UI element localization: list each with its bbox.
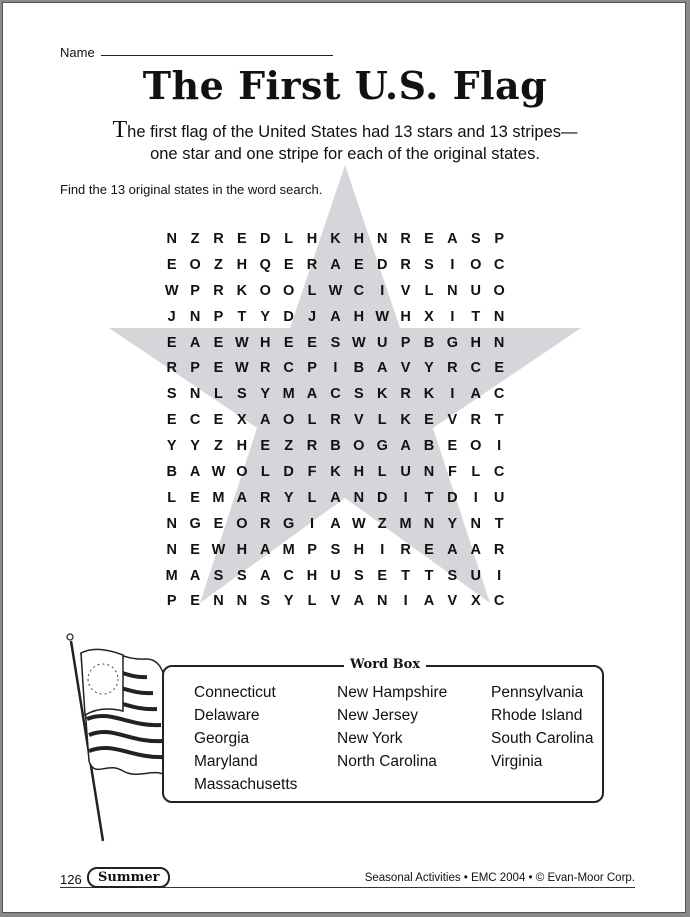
grid-cell[interactable]: O [259, 282, 271, 299]
grid-cell[interactable]: A [306, 386, 318, 403]
grid-cell[interactable]: Y [447, 515, 458, 532]
grid-cell[interactable]: Q [259, 256, 271, 273]
grid-cell[interactable]: N [493, 334, 505, 351]
grid-cell[interactable]: A [189, 567, 201, 584]
grid-cell[interactable]: R [306, 438, 318, 455]
grid-cell[interactable]: T [494, 515, 504, 532]
grid-cell[interactable]: A [260, 567, 271, 584]
grid-cell[interactable]: O [283, 282, 295, 299]
grid-cell[interactable]: A [189, 464, 201, 481]
grid-cell[interactable]: P [190, 282, 200, 299]
name-line[interactable] [101, 55, 333, 56]
intro-line-1 [3, 119, 686, 143]
grid-cell[interactable]: E [213, 412, 224, 429]
instruction-text: Find the 13 original states in the word search. [60, 182, 323, 197]
word-item: North Carolina [337, 753, 437, 770]
grid-cell[interactable]: R [213, 282, 224, 299]
grid-cell[interactable]: F [447, 464, 457, 481]
grid-cell[interactable]: L [307, 412, 317, 429]
grid-cell[interactable]: O [470, 438, 482, 455]
grid-cell[interactable]: P [213, 308, 224, 325]
grid-cell[interactable]: X [470, 593, 481, 610]
grid-cell[interactable]: H [236, 541, 248, 558]
grid-cell[interactable]: L [471, 464, 481, 481]
grid-cell[interactable]: E [494, 360, 504, 377]
grid-cell[interactable]: N [376, 593, 388, 610]
grid-cell[interactable]: C [493, 256, 505, 273]
grid-cell[interactable]: E [213, 360, 224, 377]
grid-cell[interactable]: I [473, 489, 478, 506]
page-number: 126 [60, 872, 82, 887]
grid-cell[interactable]: K [330, 231, 341, 247]
grid-cell[interactable]: R [493, 541, 505, 558]
grid-cell[interactable]: E [260, 438, 271, 455]
grid-cell[interactable]: S [237, 386, 247, 403]
word-box-column-1 [194, 681, 297, 796]
grid-cell[interactable]: S [213, 567, 224, 584]
grid-cell[interactable]: I [450, 256, 455, 273]
grid-cell[interactable]: R [400, 541, 411, 558]
word-box-column-3 [491, 681, 594, 773]
word-box-title: Word Box [344, 657, 426, 672]
grid-cell[interactable]: L [377, 412, 387, 429]
grid-cell[interactable]: B [423, 438, 435, 455]
word-item: New Jersey [337, 707, 418, 724]
grid-cell[interactable]: N [447, 282, 458, 299]
grid-cell[interactable]: S [353, 386, 364, 403]
grid-cell[interactable]: D [260, 231, 271, 247]
grid-cell[interactable]: U [400, 464, 411, 481]
grid-cell[interactable]: E [166, 256, 177, 273]
grid-cell[interactable]: R [260, 360, 271, 377]
grid-cell[interactable]: U [330, 567, 341, 584]
grid-cell[interactable]: X [237, 412, 247, 429]
grid-cell[interactable]: M [282, 541, 295, 558]
grid-cell[interactable]: W [235, 334, 249, 351]
grid-cell[interactable]: W [351, 334, 366, 351]
grid-cell[interactable]: Z [190, 231, 200, 247]
grid-cell[interactable]: A [447, 231, 458, 247]
grid-cell[interactable]: O [236, 515, 248, 532]
section-badge: Summer [87, 867, 170, 888]
grid-cell[interactable]: Z [377, 515, 387, 532]
grid-cell[interactable]: C [353, 282, 365, 299]
grid-cell[interactable]: U [376, 334, 388, 351]
grid-cell[interactable]: C [470, 360, 482, 377]
grid-cell[interactable]: J [308, 308, 317, 325]
grid-cell[interactable]: R [400, 386, 411, 403]
grid-cell[interactable]: L [284, 231, 294, 247]
word-item: New York [337, 730, 403, 747]
grid-cell[interactable]: O [236, 464, 248, 481]
grid-cell[interactable]: P [307, 360, 317, 377]
grid-cell[interactable]: A [376, 360, 388, 377]
grid-cell[interactable]: S [447, 567, 458, 584]
grid-cell[interactable]: H [353, 541, 365, 558]
grid-cell[interactable]: R [166, 360, 177, 377]
grid-cell[interactable]: V [353, 412, 364, 429]
word-item: Delaware [194, 707, 260, 724]
grid-cell[interactable]: H [306, 231, 318, 247]
grid-cell[interactable]: I [380, 541, 385, 558]
word-item: Connecticut [194, 684, 276, 701]
grid-cell[interactable]: A [330, 515, 341, 532]
intro-line-1-text: he first flag of the United States had 13 stars and 13 stripes— [127, 123, 578, 141]
grid-cell[interactable]: K [400, 412, 411, 429]
grid-cell[interactable]: M [282, 386, 295, 403]
grid-cell[interactable]: E [190, 489, 200, 506]
grid-cell[interactable]: W [211, 464, 226, 481]
grid-cell[interactable]: I [403, 489, 408, 506]
grid-cell[interactable]: F [307, 464, 317, 481]
grid-cell[interactable]: K [236, 282, 248, 299]
grid-cell[interactable]: B [423, 334, 435, 351]
grid-cell[interactable]: H [353, 308, 365, 325]
name-label: Name [60, 45, 95, 60]
grid-cell[interactable]: W [328, 282, 343, 299]
grid-cell[interactable]: I [403, 593, 408, 610]
grid-cell[interactable]: K [423, 386, 435, 403]
grid-cell[interactable]: L [424, 282, 434, 299]
grid-cell[interactable]: E [424, 541, 434, 558]
grid-cell[interactable]: L [307, 489, 317, 506]
grid-cell[interactable]: S [353, 567, 364, 584]
page-title: The First U.S. Flag [142, 63, 548, 108]
word-item: Maryland [194, 753, 258, 770]
grid-cell[interactable]: L [167, 489, 177, 506]
grid-cell[interactable]: X [424, 308, 434, 325]
grid-cell[interactable]: H [260, 334, 271, 351]
grid-cell[interactable]: S [260, 593, 271, 610]
grid-cell[interactable]: T [494, 412, 504, 429]
grid-cell[interactable]: E [190, 541, 200, 558]
grid-cell[interactable]: T [237, 308, 247, 325]
grid-cell[interactable]: S [470, 231, 481, 247]
grid-cell[interactable]: N [353, 489, 365, 506]
intro-line-2: one star and one stripe for each of the original states. [150, 145, 540, 163]
grid-cell[interactable]: C [330, 386, 341, 403]
grid-cell[interactable]: R [213, 231, 224, 247]
grid-cell[interactable]: T [471, 308, 481, 325]
grid-cell[interactable]: P [190, 360, 200, 377]
grid-cell[interactable]: J [167, 308, 176, 325]
grid-cell[interactable]: H [306, 567, 318, 584]
word-item: Pennsylvania [491, 684, 584, 701]
grid-cell[interactable]: N [493, 308, 505, 325]
grid-cell[interactable]: L [307, 282, 317, 299]
grid-cell[interactable]: Y [260, 386, 271, 403]
grid-cell[interactable]: P [400, 334, 411, 351]
grid-cell[interactable]: P [494, 231, 504, 247]
grid-cell[interactable]: H [236, 256, 248, 273]
grid-cell[interactable]: O [283, 412, 295, 429]
grid-cell[interactable]: O [189, 256, 201, 273]
grid-cell[interactable]: Y [190, 438, 200, 455]
word-search-grid [160, 227, 511, 615]
grid-cell[interactable]: G [376, 438, 388, 455]
grid-cell[interactable]: M [399, 515, 412, 532]
word-item: South Carolina [491, 730, 594, 747]
grid-cell[interactable]: S [166, 386, 177, 403]
grid-cell[interactable]: E [166, 412, 177, 429]
grid-cell[interactable]: C [283, 360, 294, 377]
word-item: New Hampshire [337, 684, 448, 701]
grid-cell[interactable]: C [283, 567, 294, 584]
grid-cell[interactable]: T [424, 489, 434, 506]
grid-cell[interactable]: R [306, 256, 318, 273]
grid-cell[interactable]: G [283, 515, 295, 532]
grid-cell[interactable]: E [424, 231, 434, 247]
grid-cell[interactable]: N [189, 386, 201, 403]
grid-cell[interactable]: V [447, 593, 458, 610]
grid-cell[interactable]: E [447, 438, 458, 455]
grid-cell[interactable]: Y [260, 308, 271, 325]
intro-paragraph [3, 119, 686, 165]
grid-cell[interactable]: A [260, 412, 271, 429]
grid-cell[interactable]: T [401, 567, 411, 584]
grid-cell[interactable]: S [330, 334, 341, 351]
grid-cell[interactable]: R [330, 412, 341, 429]
grid-cell[interactable]: N [166, 231, 177, 247]
grid-cell[interactable]: B [353, 360, 365, 377]
grid-cell[interactable]: L [260, 464, 270, 481]
grid-cell[interactable]: R [447, 360, 458, 377]
grid-cell[interactable]: L [377, 464, 387, 481]
grid-cell[interactable]: E [213, 334, 224, 351]
grid-cell[interactable]: N [166, 541, 177, 558]
grid-cell[interactable]: V [400, 282, 411, 299]
grid-cell[interactable]: R [470, 412, 482, 429]
grid-cell[interactable]: A [423, 593, 435, 610]
grid-cell[interactable]: A [236, 489, 248, 506]
grid-cell[interactable]: U [493, 489, 505, 506]
grid-cell[interactable]: C [493, 386, 505, 403]
grid-cell[interactable]: D [376, 256, 388, 273]
grid-cell[interactable]: L [214, 386, 223, 403]
worksheet-page [2, 2, 686, 913]
grid-cell[interactable]: W [211, 541, 226, 558]
grid-cell[interactable]: I [310, 515, 315, 532]
grid-cell[interactable]: I [450, 386, 455, 403]
word-box-column-2 [337, 681, 447, 773]
grid-cell[interactable]: N [470, 515, 482, 532]
grid-cell[interactable]: S [237, 567, 247, 584]
word-item: Georgia [194, 730, 250, 747]
grid-cell[interactable]: S [424, 256, 434, 273]
grid-cell[interactable]: B [330, 438, 341, 455]
grid-cell[interactable]: Z [284, 438, 294, 455]
grid-cell[interactable]: Z [214, 438, 223, 455]
grid-cell[interactable]: W [351, 515, 366, 532]
grid-cell[interactable]: A [447, 541, 458, 558]
grid-cell[interactable]: K [376, 386, 388, 403]
grid-cell[interactable]: N [376, 231, 388, 247]
word-box [162, 657, 604, 803]
grid-cell[interactable]: C [493, 464, 505, 481]
grid-cell[interactable]: N [166, 515, 177, 532]
grid-cell[interactable]: Y [283, 593, 294, 610]
grid-cell[interactable]: E [377, 567, 388, 584]
grid-cell[interactable]: A [330, 489, 341, 506]
grid-cell[interactable]: D [283, 308, 294, 325]
grid-cell[interactable]: D [376, 489, 388, 506]
grid-cell[interactable]: A [260, 541, 271, 558]
word-item: Virginia [491, 753, 543, 770]
grid-cell[interactable]: I [497, 567, 502, 584]
grid-cell[interactable]: E [353, 256, 364, 273]
grid-cell[interactable]: D [447, 489, 458, 506]
grid-cell[interactable]: E [166, 334, 177, 351]
grid-cell[interactable]: A [330, 308, 341, 325]
grid-cell[interactable]: C [189, 412, 201, 429]
grid-cell[interactable]: W [375, 308, 390, 325]
grid-cell[interactable]: M [212, 489, 225, 506]
grid-cell[interactable]: O [353, 438, 365, 455]
grid-cell[interactable]: D [283, 464, 294, 481]
grid-cell[interactable]: A [330, 256, 341, 273]
grid-cell[interactable]: B [166, 464, 177, 481]
grid-cell[interactable]: R [260, 489, 271, 506]
grid-cell[interactable]: A [400, 438, 411, 455]
grid-cell[interactable]: H [400, 308, 411, 325]
grid-cell[interactable]: H [353, 464, 365, 481]
grid-cell[interactable]: Y [283, 489, 294, 506]
grid-cell[interactable]: I [333, 360, 338, 377]
grid-cell[interactable]: R [260, 515, 271, 532]
grid-cell[interactable]: N [236, 593, 248, 610]
flag-illustration [63, 631, 173, 846]
grid-cell[interactable]: E [237, 231, 247, 247]
grid-cell[interactable]: A [189, 334, 201, 351]
grid-cell[interactable]: A [470, 541, 482, 558]
grid-cell[interactable]: E [213, 515, 224, 532]
grid-cell[interactable]: R [400, 256, 411, 273]
grid-cell[interactable]: U [470, 282, 482, 299]
grid-cell[interactable]: I [497, 438, 502, 455]
grid-cell[interactable]: N [189, 308, 201, 325]
grid-cell[interactable]: H [470, 334, 482, 351]
grid-cell[interactable]: O [493, 282, 505, 299]
footer-credit: Seasonal Activities • EMC 2004 • © Evan-Moor Corp. [364, 872, 635, 884]
grid-cell[interactable]: E [283, 256, 294, 273]
intro-dropcap: T [112, 117, 128, 143]
word-item: Massachusetts [194, 776, 298, 793]
grid-cell[interactable]: E [283, 334, 294, 351]
grid-cell[interactable]: A [470, 386, 482, 403]
grid-cell[interactable]: G [189, 515, 201, 532]
grid-cell[interactable]: V [447, 412, 458, 429]
grid-cell[interactable]: N [423, 464, 435, 481]
grid-cell[interactable]: K [330, 464, 341, 481]
grid-cell[interactable]: O [470, 256, 482, 273]
grid-cell[interactable]: W [164, 282, 179, 299]
grid-cell[interactable]: I [380, 282, 385, 299]
grid-cell[interactable]: Z [214, 256, 223, 273]
grid-cell[interactable]: N [213, 593, 224, 610]
grid-cell[interactable]: V [330, 593, 341, 610]
grid-cell[interactable]: M [165, 567, 178, 584]
grid-cell[interactable]: S [330, 541, 341, 558]
grid-cell[interactable]: E [190, 593, 200, 610]
word-item: Rhode Island [491, 707, 583, 724]
grid-cell[interactable]: Y [166, 438, 177, 455]
grid-cell[interactable]: I [450, 308, 455, 325]
grid-cell[interactable]: A [353, 593, 365, 610]
grid-cell[interactable]: R [400, 231, 411, 247]
grid-cell[interactable]: N [423, 515, 435, 532]
grid-cell[interactable]: P [166, 593, 177, 610]
grid-cell[interactable]: Y [424, 360, 434, 377]
grid-cell[interactable]: P [307, 541, 317, 558]
grid-cell[interactable]: U [470, 567, 482, 584]
grid-cell[interactable]: C [493, 593, 505, 610]
grid-cell[interactable]: L [307, 593, 317, 610]
grid-cell[interactable]: W [235, 360, 249, 377]
grid-cell[interactable]: E [307, 334, 317, 351]
grid-cell[interactable]: G [446, 334, 459, 351]
grid-cell[interactable]: H [236, 438, 248, 455]
grid-cell[interactable]: T [424, 567, 434, 584]
grid-cell[interactable]: E [424, 412, 434, 429]
grid-cell[interactable]: V [400, 360, 411, 377]
grid-cell[interactable]: H [353, 231, 365, 247]
